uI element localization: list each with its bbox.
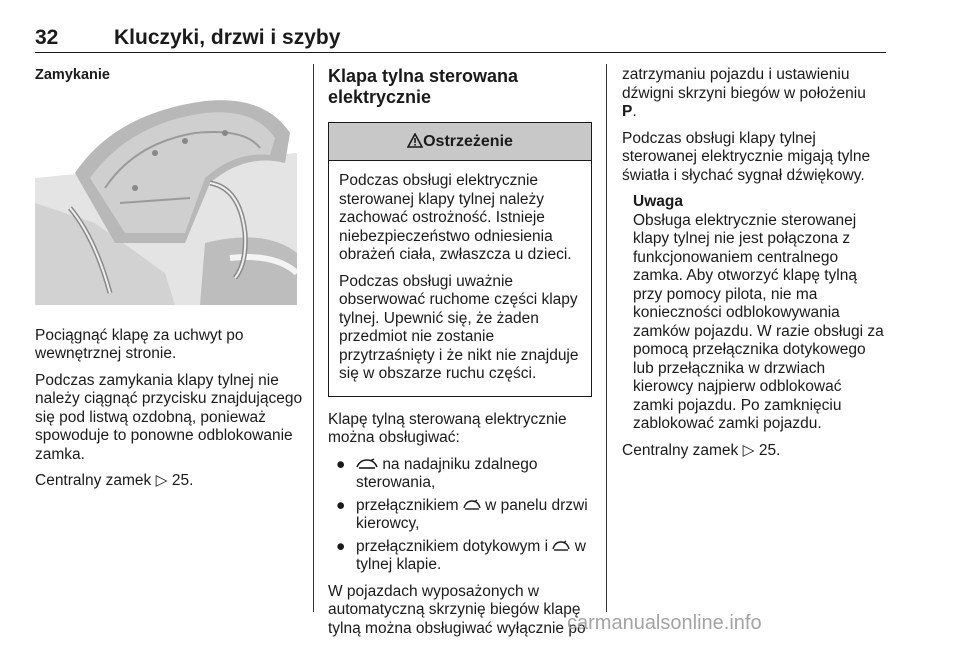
note-block — [633, 193, 886, 434]
list-item: ● przełącznikiem dotykowym i w tylnej klapie. — [336, 537, 586, 573]
paragraph-gear-position: zatrzymaniu pojazdu i ustawieniu dźwigni skrzyni biegów w położeniu P. — [622, 66, 866, 120]
watermark: carmanualsonline.info — [567, 612, 762, 634]
note-title: Uwaga — [633, 193, 683, 210]
warning-text-2: Podczas obsługi uważnie obserwować ruchome części klapy tylnej. Upewnić się, że żaden przedmiot nie zostanie przytrzaśnięty i że nikt nie znajduje się w obszarze ruchu części. — [339, 272, 579, 382]
section-heading-electric-tailgate: Klapa tylna sterowana elektrycznie — [328, 66, 519, 107]
note-text: Obsługa elektrycznie sterowanej klapy tylnej nie jest połączona z funkcjonowaniem centralnego zamka. Aby otworzyć klapę tylną przy pomocy pilota, nie ma konieczności odblokowywania zamków pojazdu. W razie obsługi za pomocą przełącznika dotykowego lub przełącznika w drzwiach kierowcy najpierw odblokować zamki pojazdu. Po zamknięciu zablokować zamki pojazdu. — [633, 211, 884, 432]
paragraph-pull-handle: Pociągnąć klapę za uchwyt po wewnętrznej stronie. — [35, 326, 244, 362]
tailgate-switch-icon — [463, 499, 481, 511]
warning-title: Ostrzeżenie — [423, 133, 513, 150]
page-ref-arrow-icon: ▷ — [155, 472, 168, 489]
warning-box — [328, 122, 592, 397]
tailgate-illustration — [35, 93, 297, 305]
remote-tailgate-icon — [356, 458, 378, 470]
section-heading-zamykanie: Zamykanie — [35, 67, 110, 83]
warning-triangle-icon — [407, 133, 423, 148]
warning-text-1: Podczas obsługi elektrycznie sterowanej klapy tylnej należy zachować ostrożność. Istnieje niebezpieczeństwo odniesienia obrażeń ciała, zwłaszcza u dzieci. — [339, 172, 572, 263]
column-divider-right — [606, 64, 607, 612]
tailgate-switch-icon — [552, 540, 570, 552]
list-item: ● przełącznikiem w panelu drzwi kierowcy, — [336, 496, 588, 532]
paragraph-central-lock-ref-2: Centralny zamek ▷ 25. — [622, 441, 781, 459]
column-divider-left — [313, 64, 314, 612]
page-header — [35, 22, 886, 53]
left-column — [35, 66, 303, 499]
right-column — [622, 66, 886, 468]
chapter-title: Kluczyki, drzwi i szyby — [114, 26, 341, 49]
middle-column — [328, 66, 592, 646]
paragraph-automatic-transmission: W pojazdach wyposażonych w automatyczną skrzynię biegów klapę tylną można obsługiwać wyłącznie po — [328, 582, 586, 637]
paragraph-operation-intro: Klapę tylną sterowaną elektrycznie można obsługiwać: — [328, 410, 567, 446]
warning-header — [329, 123, 591, 161]
page-ref-arrow-icon: ▷ — [742, 441, 755, 459]
paragraph-central-lock-ref: Centralny zamek ▷ 25. — [35, 472, 194, 489]
paragraph-indicator-lights: Podczas obsługi klapy tylnej sterowanej elektrycznie migają tylne światła i słychać sygnał dźwiękowy. — [622, 129, 871, 184]
page-number: 32 — [35, 26, 59, 49]
list-item: ● na nadajniku zdalnego sterowania, — [336, 455, 538, 491]
paragraph-closing-warning: Podczas zamykania klapy tylnej nie należy ciągnąć przycisku znajdującego się pod listwą ozdobną, ponieważ spowoduje to ponowne odblokowanie zamka. — [35, 371, 303, 463]
operation-methods-list — [328, 456, 592, 575]
